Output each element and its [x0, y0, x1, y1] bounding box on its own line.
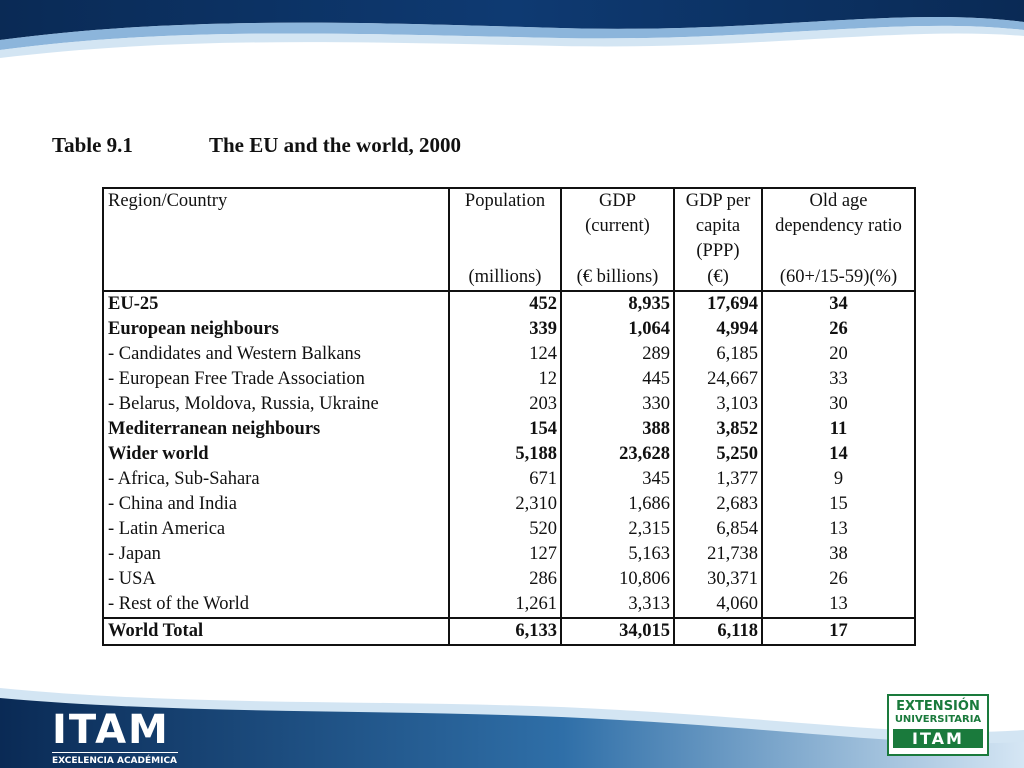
eu-world-table	[102, 187, 916, 646]
header-population: Population	[449, 188, 561, 265]
cell-dependency-ratio: 30	[762, 392, 915, 417]
cell-population: 124	[449, 342, 561, 367]
cell-population: 286	[449, 567, 561, 592]
cell-region: - Belarus, Moldova, Russia, Ukraine	[108, 394, 379, 414]
cell-gdp: 345	[561, 467, 674, 492]
cell-dependency-ratio: 13	[762, 592, 915, 618]
table-total-row	[103, 618, 915, 645]
cell-gdp: 289	[561, 342, 674, 367]
table-number: Table 9.1	[52, 133, 133, 157]
cell-gdp-per-capita: 3,103	[674, 392, 762, 417]
cell-dependency-ratio: 14	[762, 442, 915, 467]
cell-gdp: 10,806	[561, 567, 674, 592]
cell-gdp-per-capita: 2,683	[674, 492, 762, 517]
itam-logo-tagline: EXCELENCIA ACADÉMICA	[52, 752, 178, 766]
extension-universitaria-logo	[887, 694, 989, 756]
cell-gdp-per-capita: 6,185	[674, 342, 762, 367]
extension-logo-line3: ITAM	[893, 729, 983, 748]
total-gdp: 34,015	[561, 618, 674, 645]
cell-dependency-ratio: 26	[762, 567, 915, 592]
cell-gdp-per-capita: 30,371	[674, 567, 762, 592]
table-body	[103, 291, 915, 618]
cell-dependency-ratio: 11	[762, 417, 915, 442]
unit-dependency-ratio: (60+/15-59)(%)	[762, 265, 915, 291]
total-population: 6,133	[449, 618, 561, 645]
cell-dependency-ratio: 38	[762, 542, 915, 567]
cell-gdp-per-capita: 5,250	[674, 442, 762, 467]
cell-gdp: 8,935	[561, 291, 674, 317]
cell-gdp-per-capita: 17,694	[674, 291, 762, 317]
cell-gdp-per-capita: 21,738	[674, 542, 762, 567]
header-region: Region/Country	[108, 191, 228, 211]
table-row	[103, 317, 915, 342]
header-dependency-ratio: Old age dependency ratio	[762, 188, 915, 265]
table-row	[103, 342, 915, 367]
total-dependency-ratio: 17	[762, 618, 915, 645]
cell-gdp: 388	[561, 417, 674, 442]
cell-gdp-per-capita: 4,994	[674, 317, 762, 342]
table-row	[103, 517, 915, 542]
unit-population: (millions)	[449, 265, 561, 291]
cell-dependency-ratio: 26	[762, 317, 915, 342]
cell-gdp-per-capita: 6,854	[674, 517, 762, 542]
cell-gdp: 5,163	[561, 542, 674, 567]
cell-dependency-ratio: 34	[762, 291, 915, 317]
unit-gdp-per-capita: (€)	[674, 265, 762, 291]
total-gdp-per-capita: 6,118	[674, 618, 762, 645]
cell-region: - Rest of the World	[108, 594, 250, 614]
table-units-row	[103, 265, 915, 291]
cell-population: 154	[449, 417, 561, 442]
cell-region: - China and India	[108, 494, 237, 514]
table-row	[103, 417, 915, 442]
table-row	[103, 492, 915, 517]
total-region: World Total	[103, 618, 449, 645]
cell-region: - Japan	[108, 544, 161, 564]
cell-region: - USA	[108, 569, 156, 589]
table-caption: The EU and the world, 2000	[209, 133, 462, 157]
extension-logo-line2: UNIVERSITARIA	[894, 714, 982, 725]
cell-population: 452	[449, 291, 561, 317]
extension-logo-line1: EXTENSIÓN	[896, 699, 980, 714]
cell-population: 1,261	[449, 592, 561, 618]
cell-region: Wider world	[108, 444, 209, 464]
cell-gdp-per-capita: 1,377	[674, 467, 762, 492]
cell-gdp: 445	[561, 367, 674, 392]
table-row	[103, 542, 915, 567]
cell-dependency-ratio: 20	[762, 342, 915, 367]
cell-gdp-per-capita: 4,060	[674, 592, 762, 618]
cell-gdp: 330	[561, 392, 674, 417]
cell-population: 2,310	[449, 492, 561, 517]
cell-population: 339	[449, 317, 561, 342]
unit-region	[103, 265, 449, 291]
table-header-row	[103, 188, 915, 265]
cell-gdp: 23,628	[561, 442, 674, 467]
table-row	[103, 567, 915, 592]
table-row	[103, 367, 915, 392]
cell-gdp: 2,315	[561, 517, 674, 542]
itam-logo	[52, 707, 178, 766]
cell-population: 671	[449, 467, 561, 492]
header-gdp: GDP (current)	[561, 188, 674, 265]
cell-region: - Africa, Sub-Sahara	[108, 469, 260, 489]
cell-dependency-ratio: 33	[762, 367, 915, 392]
header-gdp-per-capita: GDP per capita (PPP)	[674, 188, 762, 265]
cell-dependency-ratio: 13	[762, 517, 915, 542]
cell-population: 127	[449, 542, 561, 567]
cell-gdp: 3,313	[561, 592, 674, 618]
table-row	[103, 467, 915, 492]
unit-gdp: (€ billions)	[561, 265, 674, 291]
cell-population: 5,188	[449, 442, 561, 467]
cell-region: EU-25	[103, 291, 449, 317]
cell-population: 203	[449, 392, 561, 417]
cell-dependency-ratio: 15	[762, 492, 915, 517]
cell-dependency-ratio: 9	[762, 467, 915, 492]
cell-population: 520	[449, 517, 561, 542]
itam-logo-wordmark: ITAM	[52, 707, 170, 753]
cell-gdp-per-capita: 3,852	[674, 417, 762, 442]
cell-region: - Latin America	[108, 519, 226, 539]
cell-region: - Candidates and Western Balkans	[108, 344, 361, 364]
table-row	[103, 392, 915, 417]
table-row	[103, 592, 915, 618]
cell-gdp-per-capita: 24,667	[674, 367, 762, 392]
top-wave-banner	[0, 0, 1024, 80]
cell-region: European neighbours	[108, 319, 279, 339]
cell-gdp: 1,064	[561, 317, 674, 342]
table-row	[103, 291, 915, 317]
cell-region: Mediterranean neighbours	[108, 419, 321, 439]
table-row	[103, 442, 915, 467]
cell-population: 12	[449, 367, 561, 392]
cell-gdp: 1,686	[561, 492, 674, 517]
cell-region: - European Free Trade Association	[108, 369, 365, 389]
